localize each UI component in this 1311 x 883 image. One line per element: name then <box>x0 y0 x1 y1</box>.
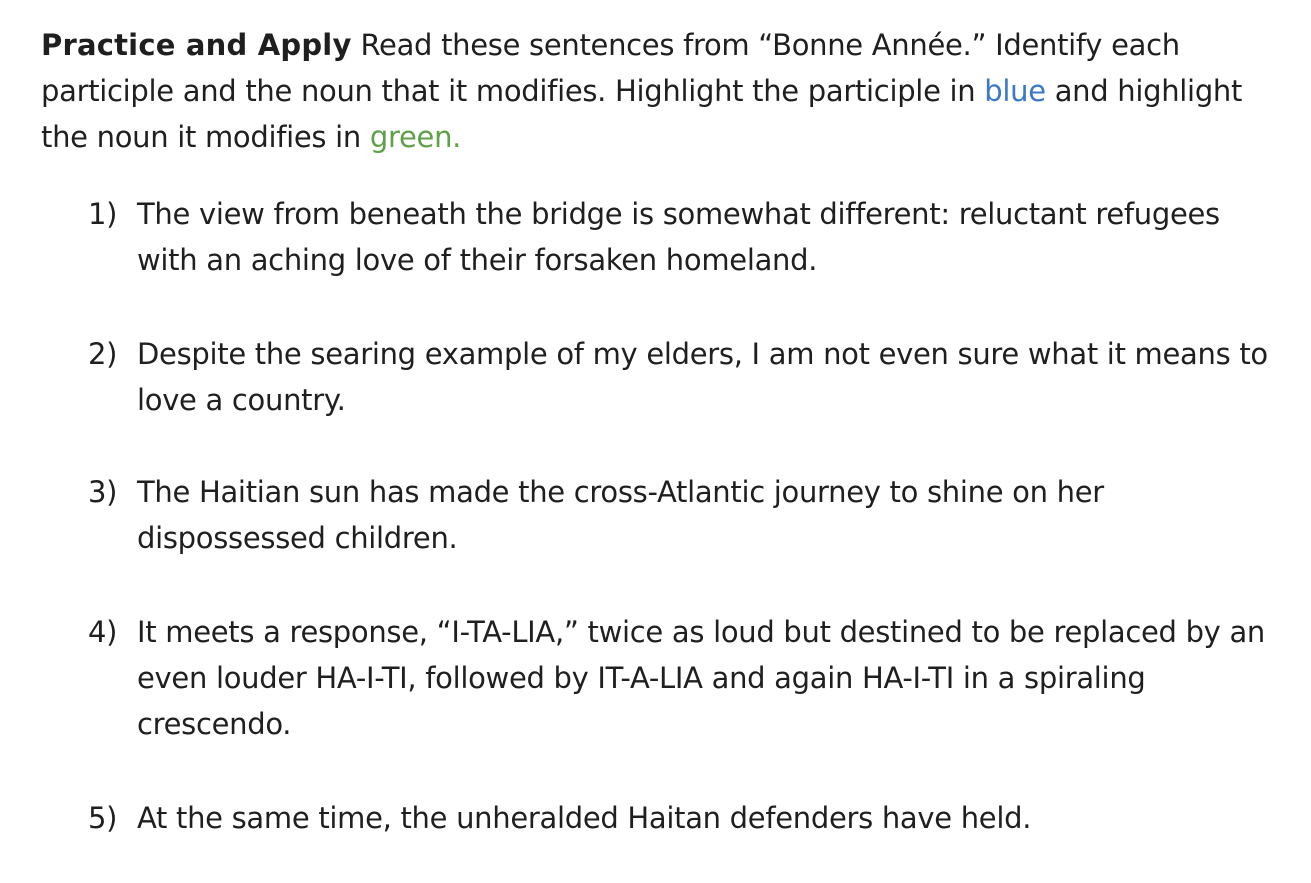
item-number: 5) <box>88 801 118 835</box>
sentence-item <box>88 331 1288 423</box>
sentence-text: It meets a response, “I-TA-LIA,” twice as loud but destined to be replaced by an even louder HA-I-TI, followed by IT-A-LIA and again HA-I-TI in a spiraling crescendo. <box>137 615 1266 741</box>
instructions-text: Read these sentences from “Bonne Année.” Identify each participle and the noun that it modifies. Highlight the participle in <box>41 28 1180 108</box>
item-number: 3) <box>88 475 118 509</box>
sentence-item <box>88 609 1288 747</box>
section-heading: Practice and Apply <box>41 28 352 62</box>
item-number: 4) <box>88 615 118 649</box>
sentence-text: At the same time, the unheralded Haitan defenders have held. <box>137 801 1032 835</box>
item-number: 2) <box>88 337 118 371</box>
sentence-item <box>88 795 1288 841</box>
sentence-text: The view from beneath the bridge is somewhat different: reluctant refugees with an aching love of their forsaken homeland. <box>137 197 1220 277</box>
sentence-text: Despite the searing example of my elders, I am not even sure what it means to love a country. <box>137 337 1268 417</box>
green-color-word: green. <box>369 120 462 154</box>
instructions-text-continued: and highlight the noun it modifies in <box>41 74 1243 154</box>
sentence-text: The Haitian sun has made the cross-Atlantic journey to shine on her dispossessed children. <box>137 475 1104 555</box>
instructions-paragraph <box>41 22 1291 160</box>
item-number: 1) <box>88 197 118 231</box>
sentence-item <box>88 469 1288 561</box>
sentence-item <box>88 191 1288 283</box>
blue-color-word: blue <box>984 74 1046 108</box>
